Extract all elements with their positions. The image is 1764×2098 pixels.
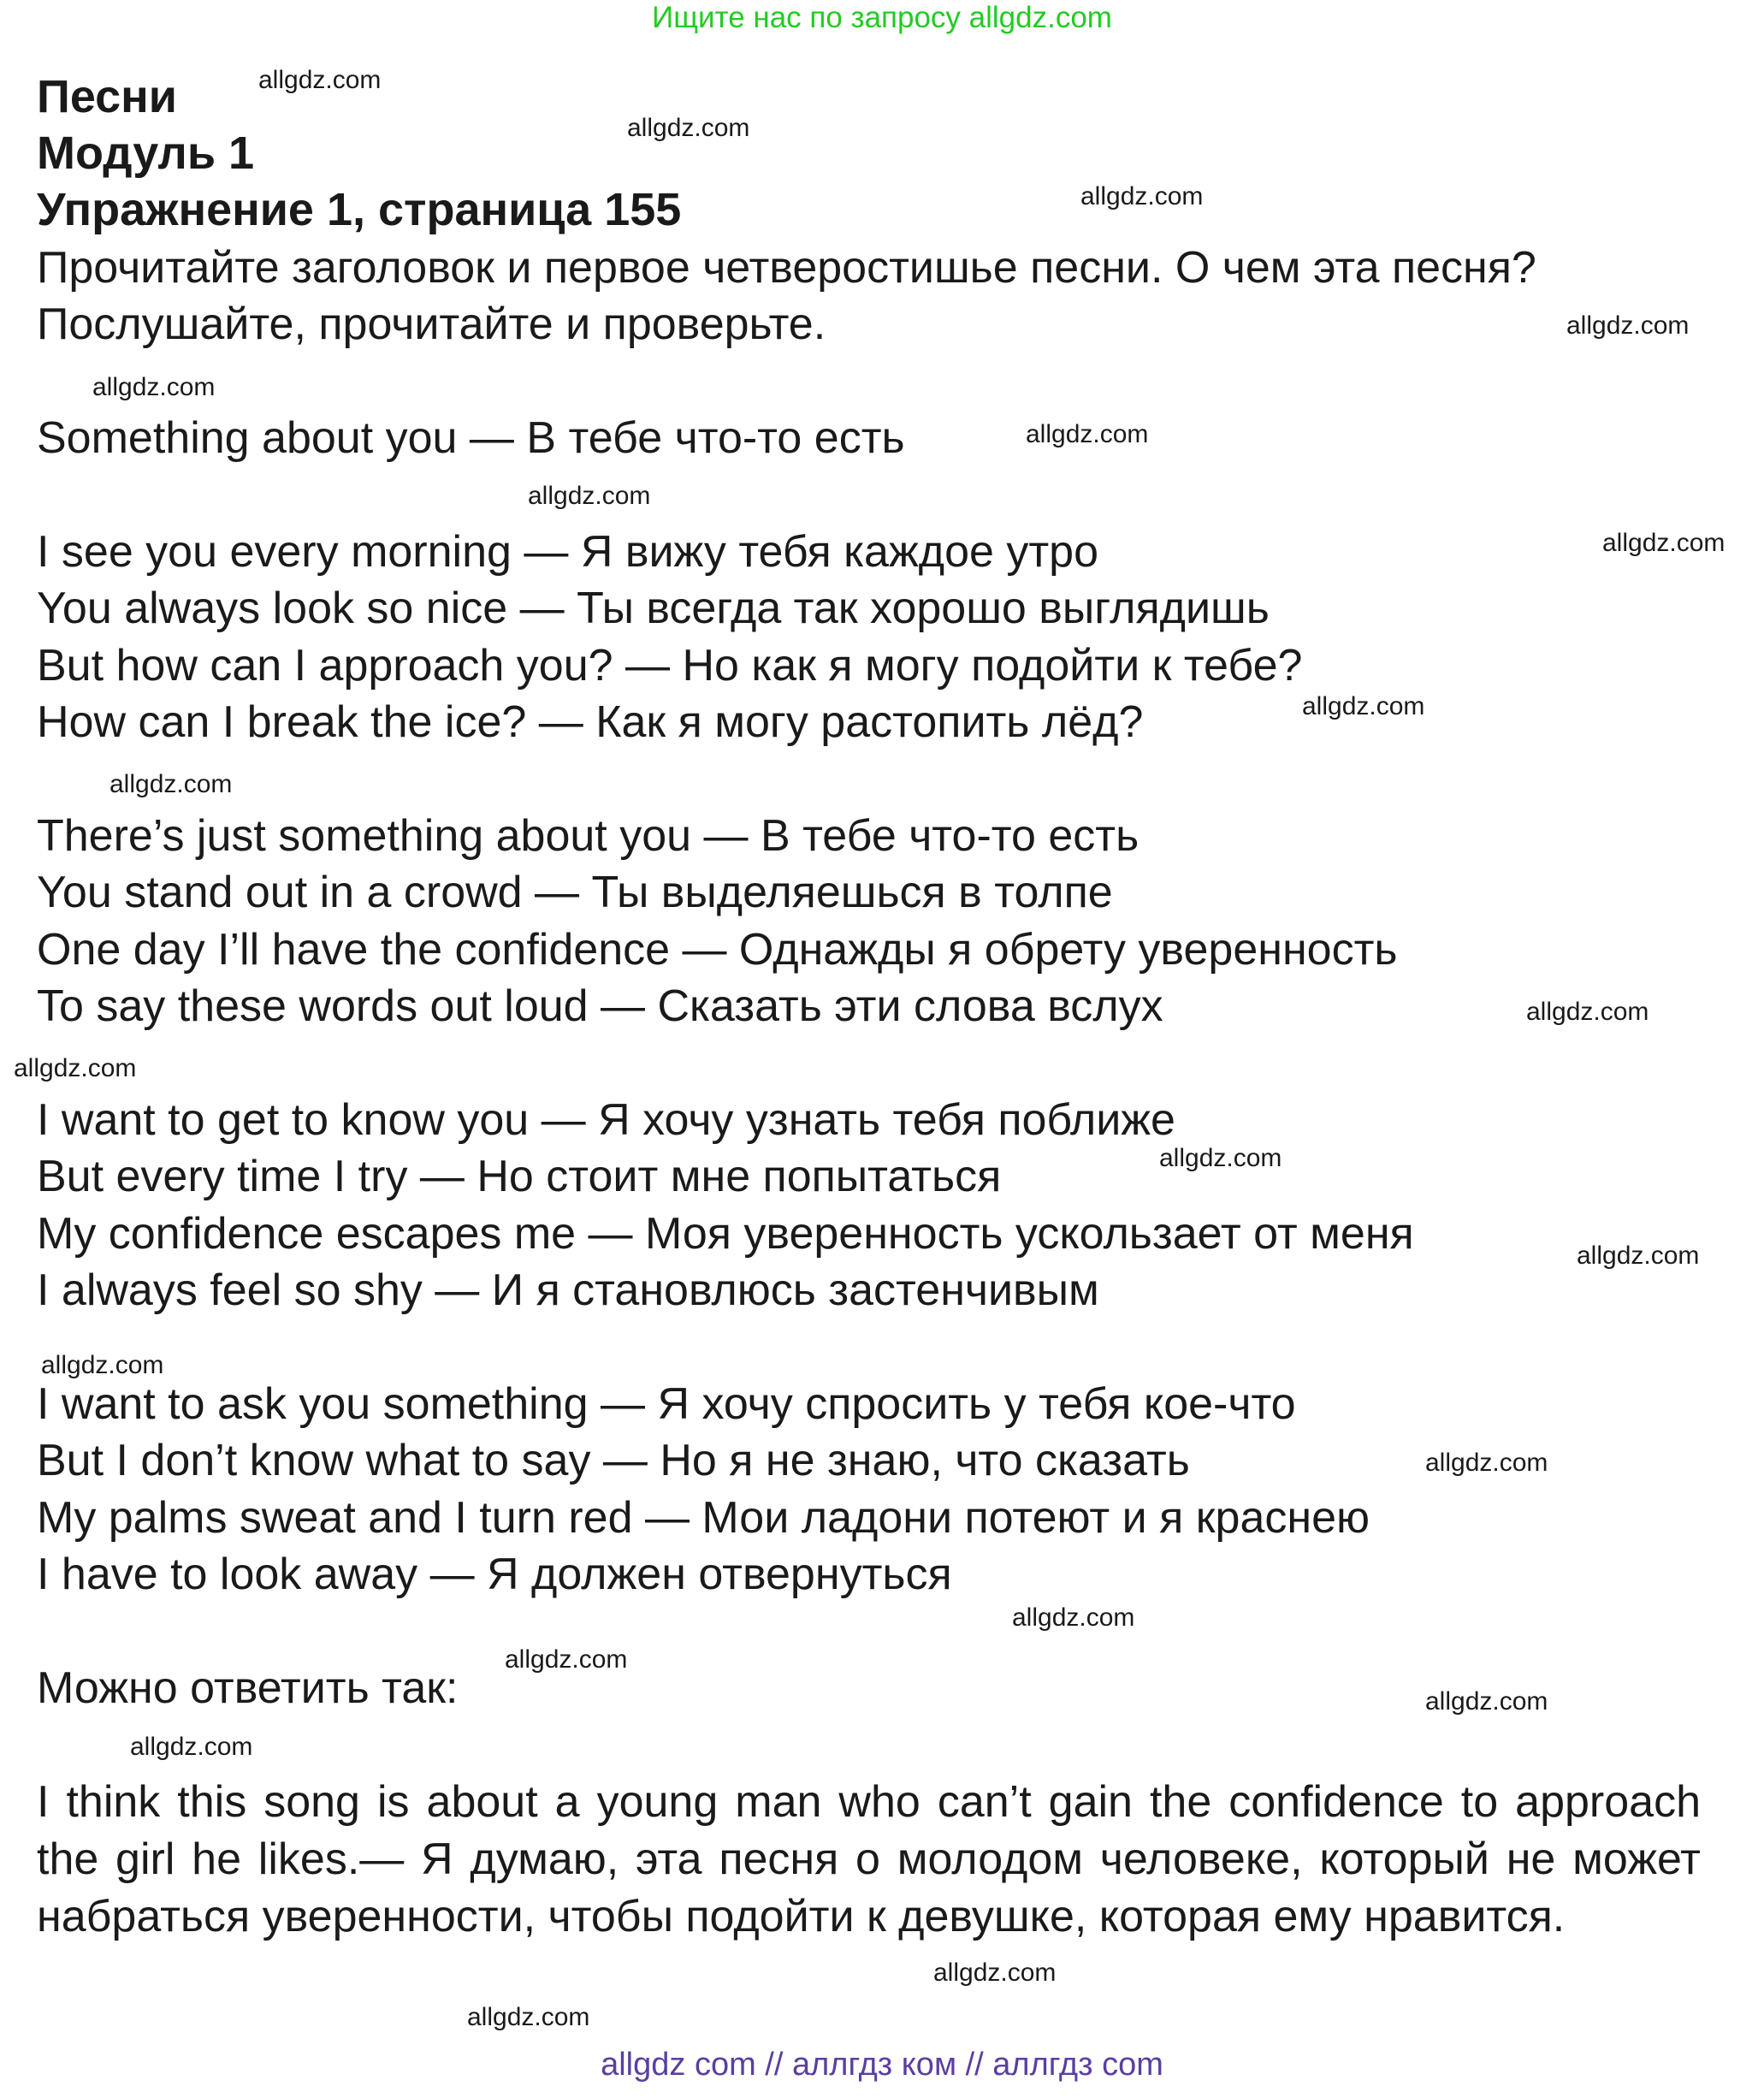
answer-paragraph: I think this song is about a young man who can’t gain the confidence to approach the girl he likes.— Я думаю, эта песня о молодом человеке, который не может набраться уверенности, чтобы подойти к девушке, которая ему нравится. [37,1777,1701,1941]
watermark: allgdz.com [1425,1687,1548,1716]
watermark: allgdz.com [1302,692,1425,720]
watermark: allgdz.com [467,2003,590,2031]
module-title: Модуль 1 [37,127,255,179]
watermark: allgdz.com [1425,1449,1548,1477]
watermark: allgdz.com [1566,311,1690,340]
watermark: allgdz.com [110,770,233,798]
lyric-line: But every time I try — Но стоит мне попытаться [37,1152,1002,1201]
watermark: allgdz.com [627,114,750,142]
lyric-line: You always look so nice — Ты всегда так хорошо выглядишь [37,584,1270,633]
task-line: Послушайте, прочитайте и проверьте. [37,299,826,349]
lyric-line: One day I’ll have the confidence — Однажды я обрету уверенность [37,925,1398,975]
watermark: allgdz.com [14,1054,137,1082]
lyric-line: I want to ask you something — Я хочу спросить у тебя кое-что [37,1379,1296,1429]
watermark: allgdz.com [1080,182,1204,210]
lyric-line: To say these words out loud — Сказать эти слова вслух [37,981,1163,1031]
exercise-title: Упражнение 1, страница 155 [37,184,682,235]
watermark: allgdz.com [41,1351,164,1379]
lyric-line: I want to get to know you — Я хочу узнать тебя поближе [37,1095,1175,1145]
lyric-line: But I don’t know what to say — Но я не знаю, что сказать [37,1436,1190,1485]
song-title: Something about you — В тебе что-то есть [37,413,905,463]
watermark: allgdz.com [933,1959,1057,1987]
section-title: Песни [37,71,177,122]
watermark: allgdz.com [1577,1242,1700,1270]
watermark: allgdz.com [528,482,651,510]
lyric-line: How can I break the ice? — Как я могу растопить лёд? [37,697,1144,747]
answer-intro: Можно ответить так: [37,1663,459,1713]
watermark: allgdz.com [1526,998,1649,1026]
watermark: allgdz.com [258,66,382,94]
lyric-line: I have to look away — Я должен отвернуться [37,1550,952,1599]
top-banner: Ищите нас по запросу allgdz.com [652,1,1112,34]
lyric-line: My palms sweat and I turn red — Мои ладони потеют и я краснею [37,1493,1370,1543]
lyric-line: I see you every morning — Я вижу тебя каждое утро [37,527,1099,577]
watermark: allgdz.com [130,1733,253,1761]
task-line: Прочитайте заголовок и первое четверостишье песни. О чем эта песня? [37,243,1536,293]
lyric-line: There’s just something about you — В тебе что-то есть [37,811,1139,861]
watermark: allgdz.com [1602,529,1726,557]
lyric-line: But how can I approach you? — Но как я могу подойти к тебе? [37,641,1303,690]
watermark: allgdz.com [1159,1144,1282,1172]
watermark: allgdz.com [92,373,216,401]
watermark: allgdz.com [1026,420,1149,448]
lyric-line: You stand out in a crowd — Ты выделяешься в толпе [37,868,1113,917]
lyric-line: I always feel so shy — И я становлюсь застенчивым [37,1265,1099,1315]
lyric-line: My confidence escapes me — Моя уверенность ускользает от меня [37,1209,1414,1259]
watermark: allgdz.com [1012,1603,1135,1632]
footer-watermark: allgdz com // аллгдз ком // аллгдз com [601,2047,1163,2083]
watermark: allgdz.com [505,1645,628,1674]
